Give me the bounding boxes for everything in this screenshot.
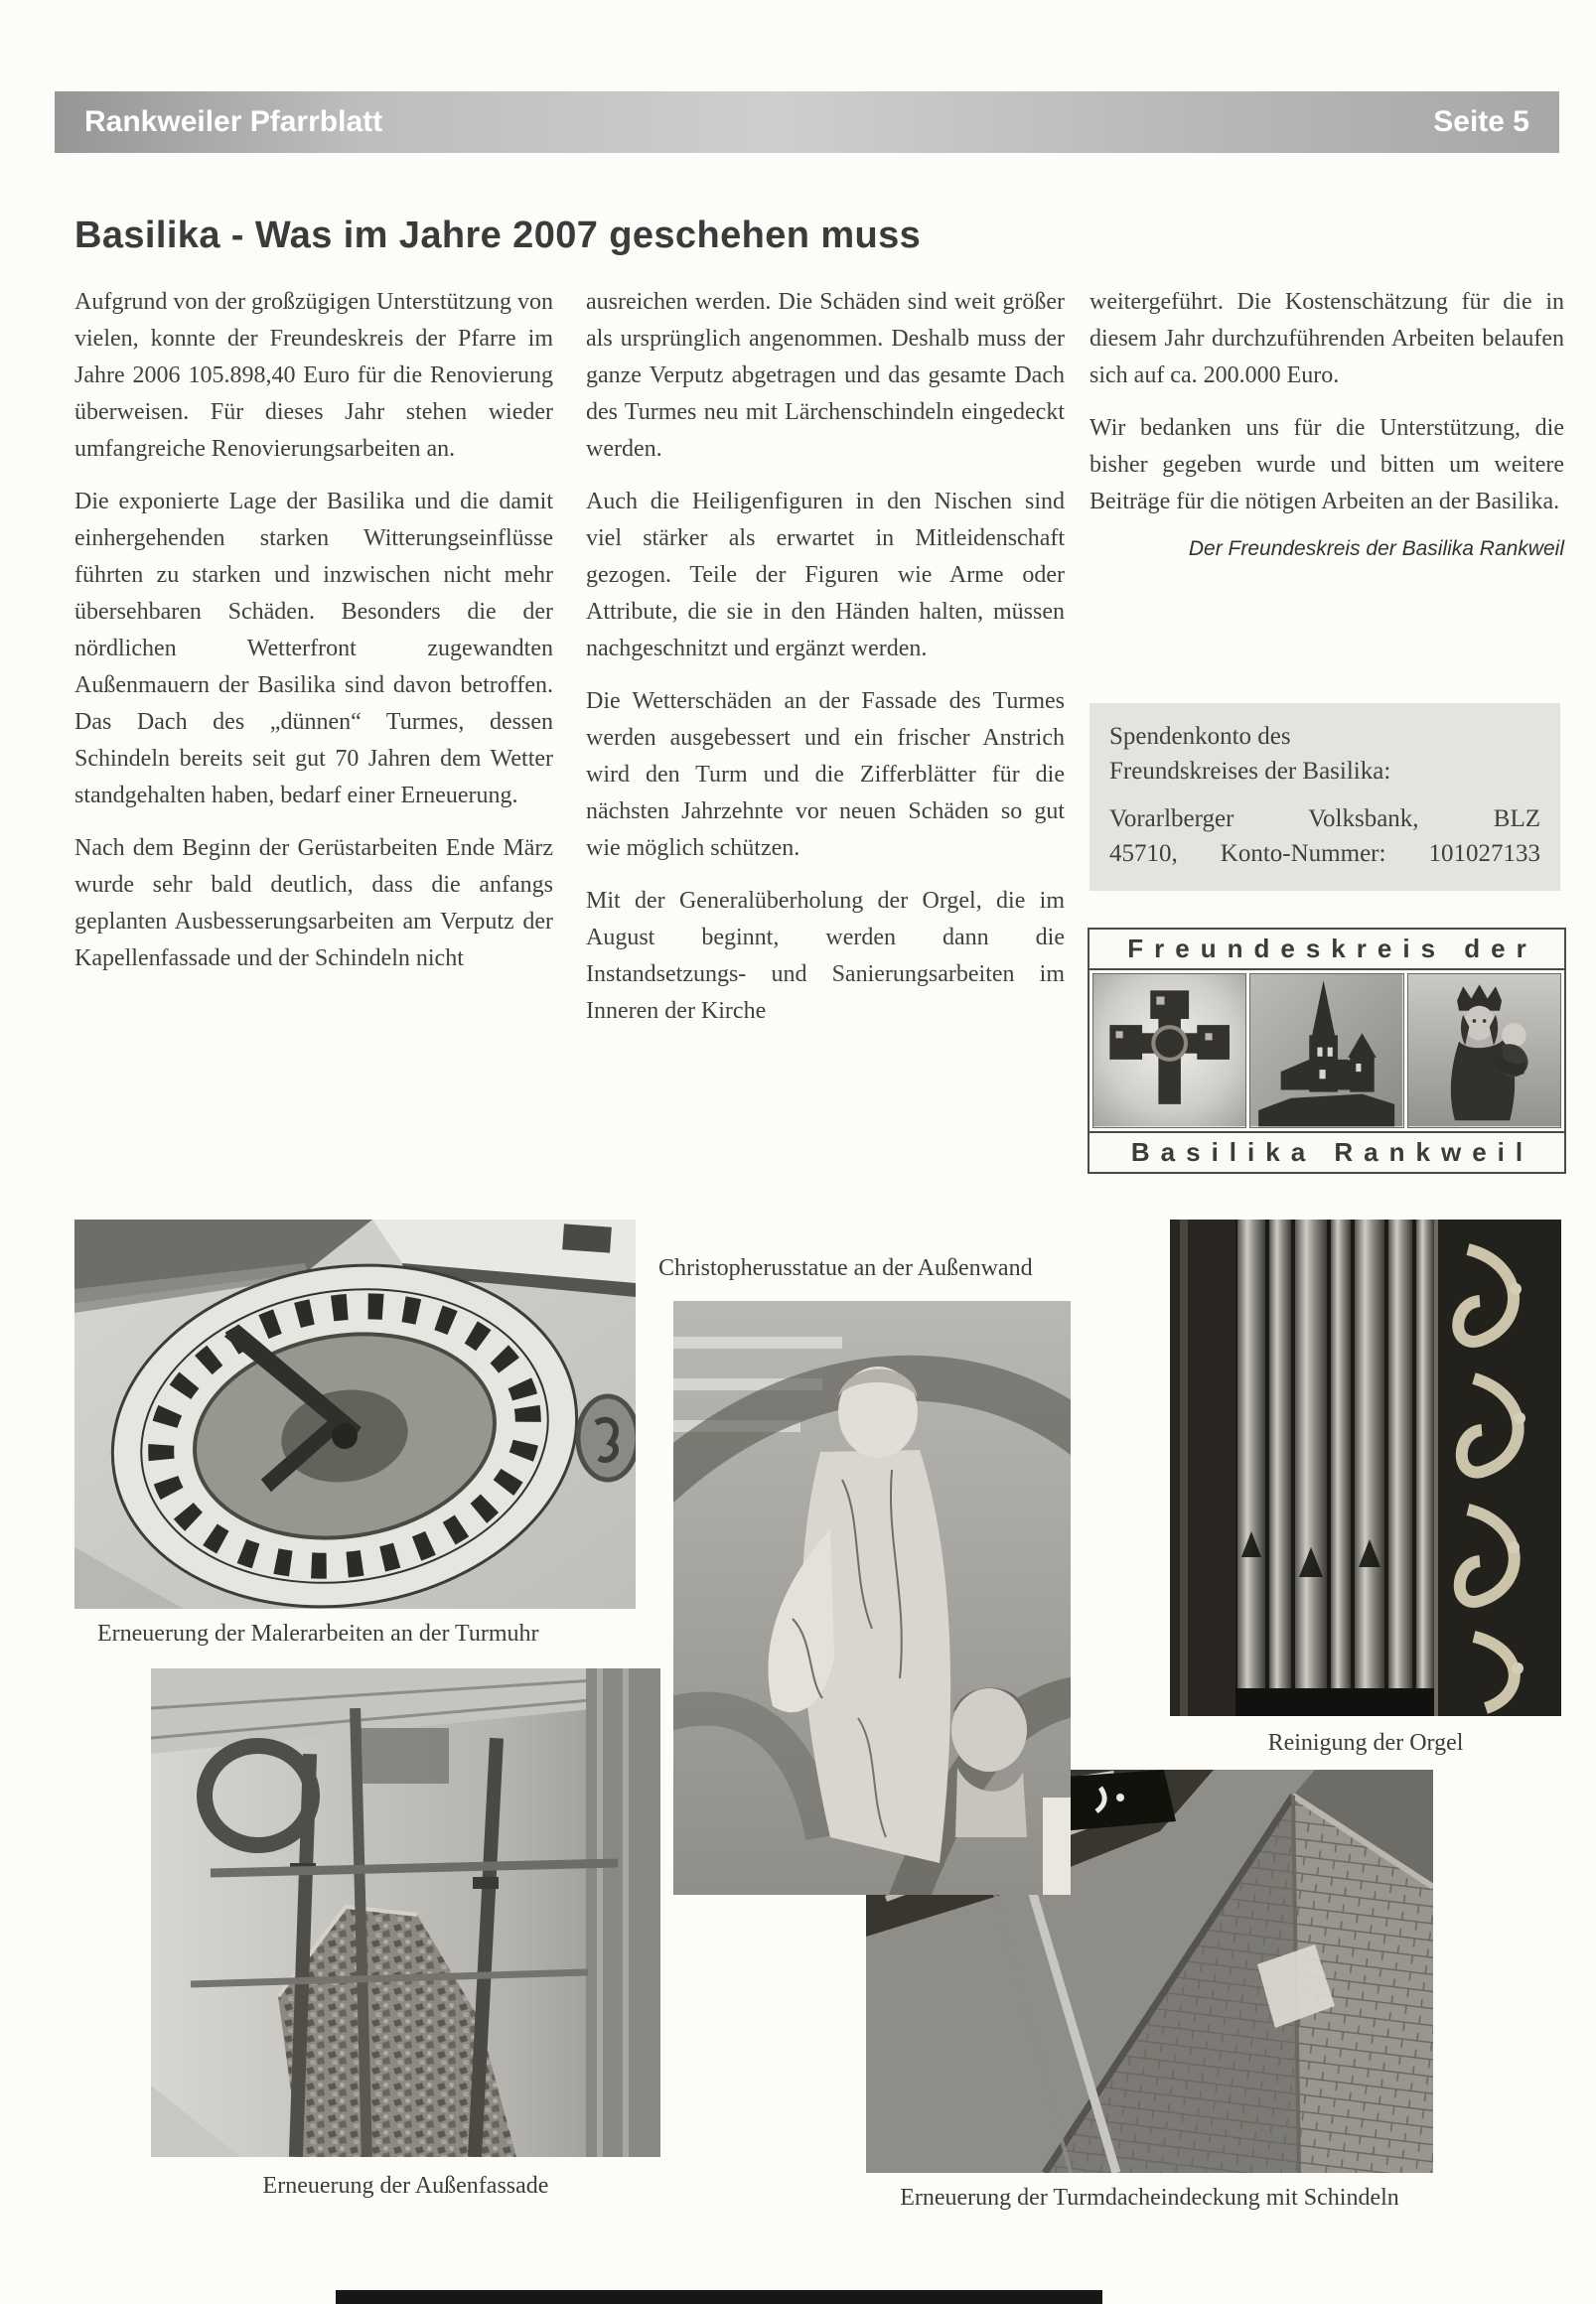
- organ-photo: [1170, 1220, 1561, 1716]
- christophorus-statue-photo: [673, 1301, 1071, 1895]
- paragraph: Mit der Generalüberholung der Orgel, die im August beginnt, werden dann die Instandsetzungs- und Sanierungsarbeiten im Inneren der Kirche: [586, 888, 1065, 1024]
- paragraph: Die exponierte Lage der Basilika und die damit einhergehenden starken Witterungseinflüsse führten zu starken und inzwischen nicht mehr übersehbaren Schäden. Besonders die der nördlichen Wetterfront zugewandten Außenmauern der Basilika sind davon betroffen. Das Dach des „dünnen“ Turmes, dessen Schindeln bereits seit gut 70 Jahren dem Wetter standgehalten haben, bedarf einer Erneuerung.: [74, 489, 553, 808]
- roof-photo-caption: Erneuerung der Turmdacheindeckung mit Schindeln: [900, 2185, 1399, 2211]
- article-column-1: [74, 284, 553, 993]
- article-column-2: [586, 284, 1065, 1046]
- article-byline: Der Freundeskreis der Basilika Rankweil: [1188, 537, 1564, 560]
- paragraph: Wir bedanken uns für die Unterstützung, die bisher gegeben wurde und bitten um weitere Beiträge für die nötigen Arbeiten an der Basilika.: [1089, 415, 1564, 514]
- paragraph: Auch die Heiligenfiguren in den Nischen sind viel stärker als erwartet in Mitleidenschaft gezogen. Teile der Figuren wie Arme oder Attribute, die sie in den Händen halten, müssen nachgeschnitzt und ergänzt werden.: [586, 489, 1065, 661]
- organ-photo-caption: Reinigung der Orgel: [1267, 1730, 1464, 1756]
- donation-heading-line: Freundskreises der Basilika:: [1109, 758, 1391, 785]
- facade-scaffolding-photo: [151, 1668, 660, 2157]
- paragraph: ausreichen werden. Die Schäden sind weit größer als ursprünglich angenommen. Deshalb muss der ganze Verputz abgetragen und das gesamte Dach des Turmes neu mit Lärchenschindeln eingedeckt werden.: [586, 289, 1065, 462]
- processional-cross-icon: [1092, 973, 1246, 1127]
- newsletter-name: Rankweiler Pfarrblatt: [84, 105, 383, 138]
- statue-photo-caption: Christopherusstatue an der Außenwand: [658, 1255, 1033, 1281]
- clock-photo-caption: Erneuerung der Malerarbeiten an der Turmuhr: [97, 1621, 539, 1647]
- donation-box: [1089, 703, 1560, 891]
- basilica-church-icon: [1249, 973, 1403, 1127]
- madonna-and-child-icon: [1407, 973, 1561, 1127]
- facade-photo-caption: Erneuerung der Außenfassade: [262, 2173, 549, 2199]
- article-title: Basilika - Was im Jahre 2007 geschehen muss: [74, 215, 922, 256]
- logo-top-label: Freundeskreis der: [1089, 930, 1564, 970]
- logo-bottom-label: Basilika Rankweil: [1089, 1131, 1564, 1172]
- paragraph: Die Wetterschäden an der Fassade des Turmes werden ausgebessert und ein frischer Anstrich wird den Turm und die Zifferblätter für die nächsten Jahrzehnte vor neuen Schäden so gut wie möglich schützen.: [586, 688, 1065, 861]
- donation-details-line: Vorarlberger Volksbank, BLZ: [1109, 805, 1540, 832]
- page-header-bar: [55, 91, 1559, 153]
- donation-details: [1109, 801, 1540, 871]
- paragraph: Nach dem Beginn der Gerüstarbeiten Ende März wurde sehr bald deutlich, dass die anfangs geplanten Ausbesserungsarbeiten am Verputz der Kapellenfassade und der Schindeln nicht: [74, 835, 553, 971]
- donation-details-line: 45710, Konto-Nummer: 101027133: [1109, 840, 1540, 867]
- page-number: Seite 5: [1433, 105, 1529, 138]
- donation-heading: [1109, 719, 1540, 789]
- paragraph: Aufgrund von der großzügigen Unterstützung von vielen, konnte der Freundeskreis der Pfarre im Jahre 2006 105.898,40 Euro für die Renovierung überweisen. Für dieses Jahr stehen wieder umfangreiche Renovierungsarbeiten an.: [74, 289, 553, 462]
- tower-clock-photo: [74, 1220, 636, 1609]
- logo-panels: [1089, 970, 1564, 1130]
- donation-heading-line: Spendenkonto des: [1109, 723, 1291, 750]
- freundeskreis-logo-box: [1088, 928, 1566, 1174]
- paragraph: weitergeführt. Die Kostenschätzung für die in diesem Jahr durchzuführenden Arbeiten belaufen sich auf ca. 200.000 Euro.: [1089, 289, 1564, 388]
- article-column-3: [1089, 284, 1564, 562]
- scan-artifact-bar: [336, 2290, 1102, 2304]
